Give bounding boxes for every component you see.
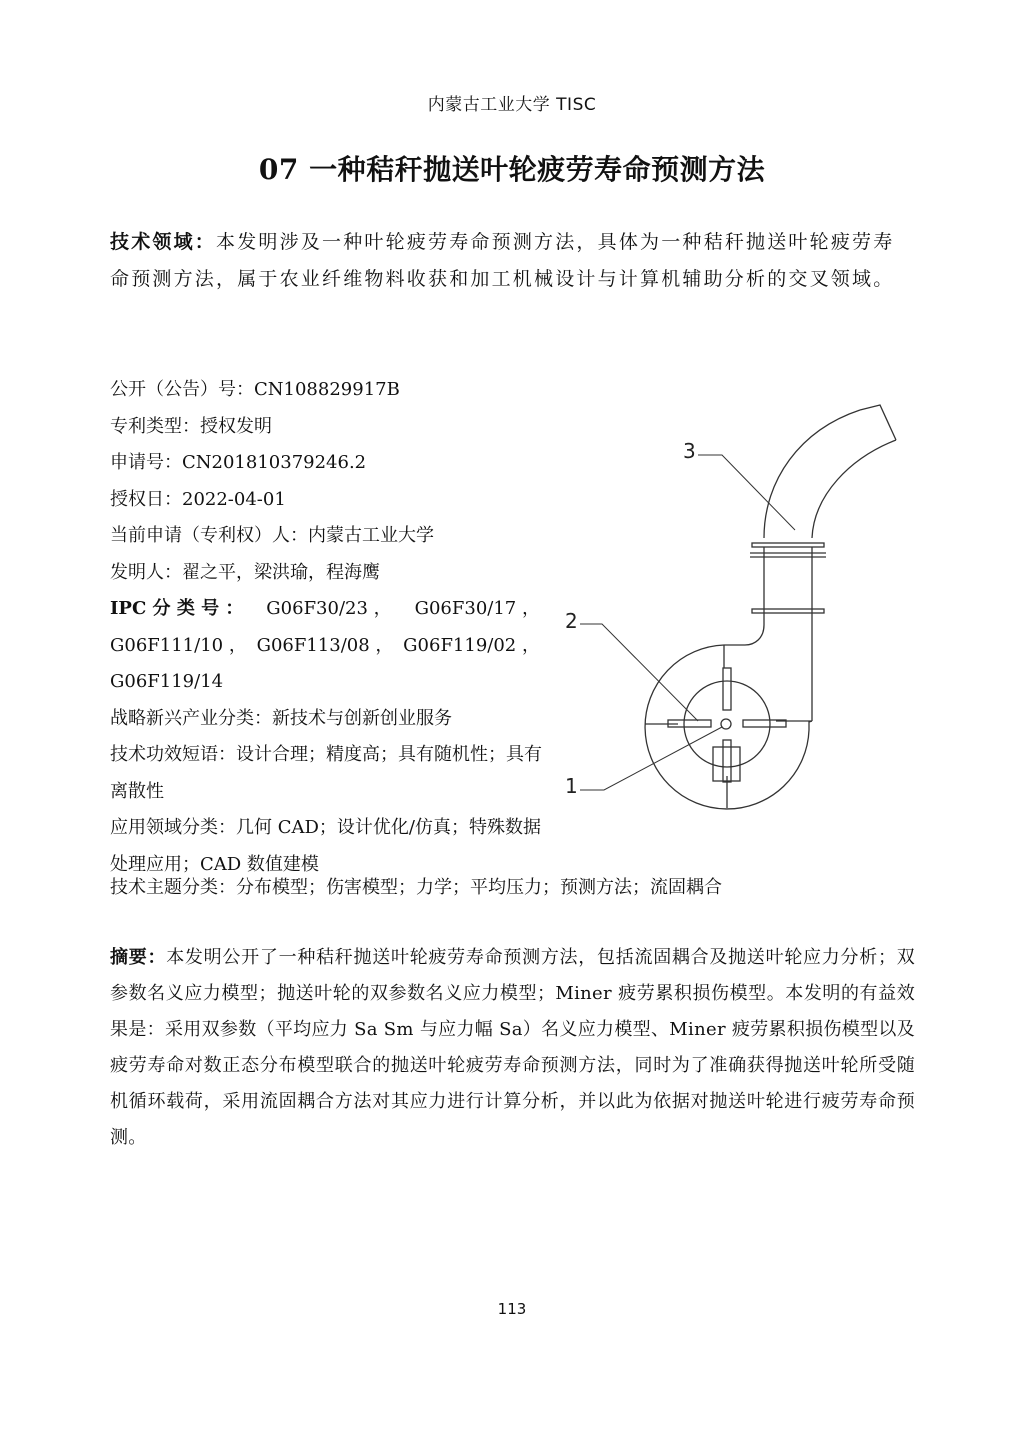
ipc-code: G06F30/17 ， <box>414 598 540 619</box>
ipc-code: G06F113/08 ， <box>256 634 394 656</box>
application-number-value: CN201810379246.2 <box>182 452 367 473</box>
inventors-label: 发明人： <box>110 561 182 583</box>
patent-type-row <box>110 409 550 446</box>
application-number-label: 申请号： <box>110 452 182 473</box>
publication-number-label: 公开（公告）号： <box>110 379 254 400</box>
chute-inner-edge <box>812 440 896 538</box>
tech-topic-label: 技术主题分类： <box>110 877 236 898</box>
tech-effect-label: 技术功效短语： <box>110 744 236 765</box>
chute-outer-edge <box>764 410 860 538</box>
tech-topic-row <box>110 873 722 899</box>
application-field-label: 应用领域分类： <box>110 817 236 838</box>
ipc-row-1 <box>110 591 540 628</box>
leader-3 <box>698 455 795 530</box>
publication-number-value: CN108829917B <box>254 379 400 400</box>
figure-label-1: 1 <box>565 774 578 798</box>
leader-2 <box>580 624 698 721</box>
applicant-row <box>110 518 550 555</box>
ipc-code: G06F30/23 ， <box>266 598 392 619</box>
figure-label-3: 3 <box>683 439 696 463</box>
patent-type-label: 专利类型： <box>110 415 200 437</box>
abstract <box>110 940 915 1156</box>
blade-top <box>723 668 731 710</box>
ipc-code: G06F119/02 ， <box>403 634 540 656</box>
application-field-value: 几何 CAD；设计优化/仿真；特殊数据处理应用；CAD 数值建模 <box>110 817 541 875</box>
application-number-row <box>110 445 550 482</box>
figure-label-2: 2 <box>565 609 578 633</box>
abstract-label: 摘要： <box>110 947 167 968</box>
flange-upper <box>752 543 824 547</box>
impeller-hub <box>721 719 731 729</box>
technical-field <box>110 224 915 298</box>
publication-number-row <box>110 372 550 409</box>
ipc-code: G06F119/14 <box>110 671 224 692</box>
ipc-code: G06F111/10 ， <box>110 634 247 656</box>
patent-metadata <box>110 372 550 883</box>
applicant-label: 当前申请（专利权）人： <box>110 525 308 546</box>
ipc-row-3 <box>110 664 550 701</box>
abstract-text: 本发明公开了一种秸秆抛送叶轮疲劳寿命预测方法，包括流固耦合及抛送叶轮应力分析；双参数名义应力模型；抛送叶轮的双参数名义应力模型；Miner 疲劳累积损伤模型。本发明的有益效果是：采用双参数（平均应力 Sa Sm 与应力幅 Sa）名义应力模型、Miner 疲劳累积损伤模型以及疲劳寿命对数正态分布模型联合的抛送叶轮疲劳寿命预测方法，同时为了准确获得抛送叶轮所受随机循环载荷，采用流固耦合方法对其应力进行计算分析，并以此为依据对抛送叶轮进行疲劳寿命预测。 <box>110 947 915 1148</box>
tech-topic-value: 分布模型；伤害模型；力学；平均压力；预测方法；流固耦合 <box>236 877 722 898</box>
flange-lower <box>752 609 824 613</box>
ipc-label: IPC 分 类 号 ： <box>110 598 244 619</box>
housing-top <box>724 625 764 645</box>
page-title: 07 一种秸秆抛送叶轮疲劳寿命预测方法 <box>258 153 766 186</box>
patent-type-value: 授权发明 <box>200 415 272 437</box>
impeller-disk <box>684 681 770 767</box>
technical-field-text: 本发明涉及一种叶轮疲劳寿命预测方法，具体为一种秸秆抛送叶轮疲劳寿命预测方法，属于农业纤维物料收获和加工机械设计与计算机辅助分析的交叉领域。 <box>110 231 895 290</box>
blade-bottom <box>723 740 731 782</box>
page-header: 内蒙古工业大学 TISC <box>427 95 597 115</box>
inventors-row <box>110 555 550 592</box>
strategic-industry-label: 战略新兴产业分类： <box>110 707 272 729</box>
technical-field-label: 技术领域： <box>110 231 217 253</box>
page-number: 113 <box>497 1300 527 1318</box>
grant-date-value: 2022-04-01 <box>182 488 286 510</box>
tech-effect-row <box>110 737 550 810</box>
grant-date-label: 授权日： <box>110 488 182 510</box>
strategic-industry-row <box>110 701 550 738</box>
tech-effect-value: 设计合理；精度高；具有随机性；具有离散性 <box>110 744 542 802</box>
chute-end <box>860 405 896 440</box>
applicant-value: 内蒙古工业大学 <box>308 525 434 546</box>
impeller-diagram <box>550 395 930 825</box>
grant-date-row <box>110 482 550 519</box>
blade-bottom-plate <box>713 747 740 781</box>
strategic-industry-value: 新技术与创新创业服务 <box>272 707 452 729</box>
inventors-value: 翟之平，梁洪瑜，程海鹰 <box>182 561 380 583</box>
ipc-row-2 <box>110 628 540 665</box>
